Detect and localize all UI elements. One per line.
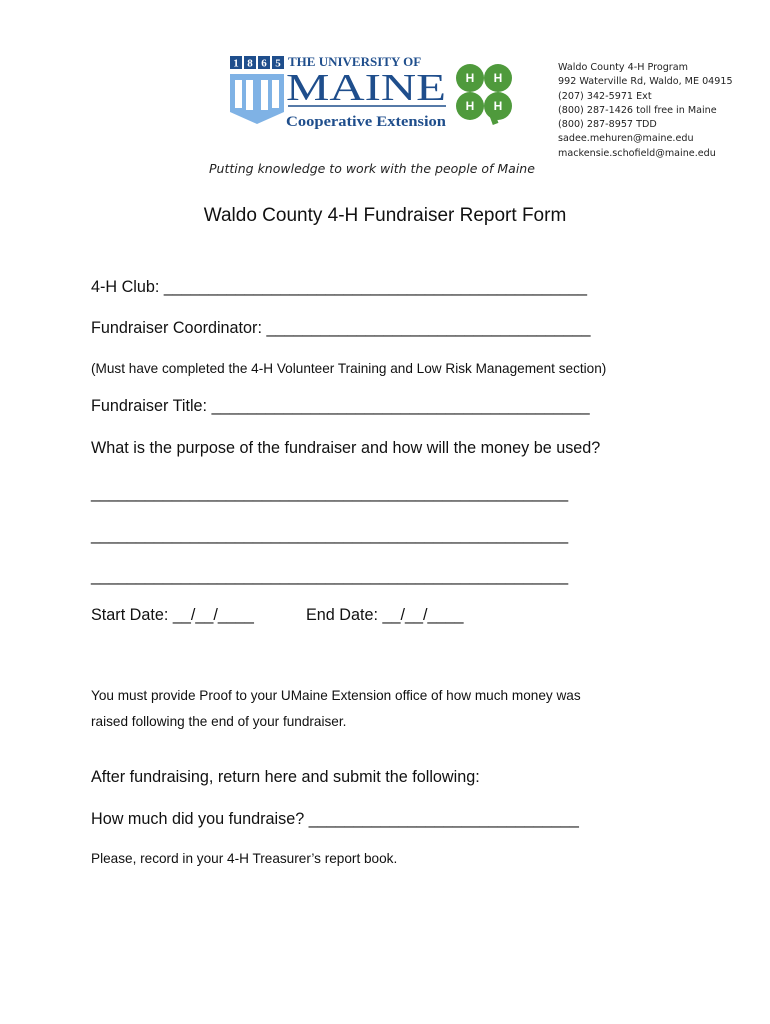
proof-notice-line-2: raised following the end of your fundraiser. [91, 714, 347, 729]
fundraiser-title-label: Fundraiser Title: [91, 397, 208, 415]
clover-h-3: H [465, 99, 475, 113]
clover-h-1: H [465, 71, 475, 85]
contact-phone: (207) 342-5971 Ext [558, 90, 652, 102]
record-note: Please, record in your 4-H Treasurer’s report book. [91, 851, 398, 866]
purpose-answer-line-1[interactable]: _____________________________________________________ [91, 484, 569, 502]
amount-field[interactable] [91, 810, 579, 829]
maine-wordmark: MAINE [286, 67, 446, 109]
year-digit-2: 8 [247, 57, 253, 70]
contact-email-1: sadee.mehuren@maine.edu [558, 133, 694, 145]
club-field[interactable] [91, 278, 587, 297]
proof-notice-line-1: You must provide Proof to your UMaine Extension office of how much money was [91, 688, 581, 703]
umaine-extension-logo [226, 52, 516, 132]
fundraiser-title-input-line[interactable]: __________________________________________ [211, 397, 590, 415]
year-digit-4: 5 [275, 57, 281, 70]
purpose-answer-line-2[interactable]: _____________________________________________________ [91, 526, 569, 544]
year-digit-3: 6 [261, 57, 267, 70]
coordinator-field[interactable] [91, 319, 591, 338]
year-digit-1: 1 [233, 57, 239, 70]
contact-tdd: (800) 287-8957 TDD [558, 119, 657, 131]
building-icon [230, 74, 284, 124]
cooperative-extension-text: Cooperative Extension [286, 114, 447, 130]
contact-block [558, 61, 733, 161]
coordinator-input-line[interactable]: ____________________________________ [266, 319, 591, 337]
fundraiser-title-field[interactable] [91, 397, 590, 416]
university-line: THE UNIVERSITY OF [288, 54, 422, 69]
purpose-answer-line-3[interactable]: _____________________________________________________ [91, 567, 569, 585]
amount-input-line[interactable]: ______________________________ [308, 810, 579, 828]
clover-h-4: H [493, 99, 503, 113]
start-date-field[interactable]: Start Date: __/__/____ [91, 606, 254, 624]
after-fundraising-heading: After fundraising, return here and submit the following: [91, 768, 480, 786]
contact-address: 992 Waterville Rd, Waldo, ME 04915 [558, 76, 733, 88]
contact-tollfree: (800) 287-1426 toll free in Maine [558, 104, 717, 116]
form-title: Waldo County 4-H Fundraiser Report Form [203, 205, 567, 226]
4h-clover-icon [456, 64, 512, 125]
tagline: Putting knowledge to work with the people of Maine [209, 161, 535, 176]
contact-program: Waldo County 4-H Program [558, 62, 688, 73]
purpose-question: What is the purpose of the fundraiser and how will the money be used? [91, 439, 601, 457]
clover-h-2: H [493, 71, 503, 85]
club-label: 4-H Club: [91, 278, 160, 296]
end-date-field[interactable]: End Date: __/__/____ [306, 606, 464, 624]
club-input-line[interactable]: _______________________________________________ [163, 278, 588, 296]
coordinator-label: Fundraiser Coordinator: [91, 319, 262, 337]
coordinator-requirement-note: (Must have completed the 4-H Volunteer Training and Low Risk Management section) [91, 361, 607, 376]
contact-email-2: mackensie.schofield@maine.edu [558, 147, 716, 159]
amount-label: How much did you fundraise? [91, 810, 305, 828]
